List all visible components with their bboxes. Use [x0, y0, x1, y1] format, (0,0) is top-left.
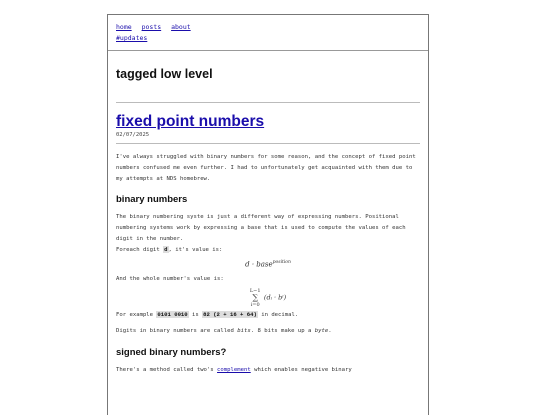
binary-paragraph: The binary numbering syste is just a different way of expressing numbers. Positional numbering systems work by expressing a base that is used to compute the values of each digit in the number.	[116, 214, 406, 242]
sigma-icon: ∑	[252, 292, 259, 302]
signed-paragraph: There's a method called two's complement which enables negative binary	[116, 367, 352, 374]
site-nav	[108, 15, 428, 51]
whole-value-line: And the whole number's value is:	[116, 275, 224, 282]
inline-code: d	[164, 245, 168, 253]
nav-updates-link[interactable]: #updates	[116, 34, 148, 42]
inline-code: 82 (2 + 16 + 64)	[203, 310, 257, 318]
example-line: For example 0101 0010 is 82 (2 + 16 + 64) in decimal.	[116, 310, 299, 318]
section-heading-signed: signed binary numbers?	[116, 347, 227, 359]
nav-home-link[interactable]: home	[116, 23, 132, 31]
formula-digit-value: d · base$^{position}$	[245, 259, 291, 268]
digits-line: Digits in binary numbers are called bits. 8 bits make up a byte.	[116, 328, 332, 335]
post-content	[116, 152, 420, 376]
section-heading-binary: binary numbers	[116, 194, 188, 206]
divider	[116, 102, 420, 103]
nav-posts-link[interactable]: posts	[141, 23, 162, 31]
tag-page-title: tagged low level	[116, 67, 213, 81]
post-title-link[interactable]: fixed point numbers	[116, 113, 265, 130]
post-date: 02/07/2025	[116, 132, 150, 138]
inline-code: 0101 0010	[157, 310, 188, 318]
intro-paragraph: I've always struggled with binary numbers for some reason, and the concept of fixed point numbers confused me even further. I had to unfortunately get acquainted with them due to my attempts at NDS homebrew.	[116, 154, 416, 182]
nav-about-link[interactable]: about	[171, 23, 191, 31]
divider	[116, 143, 420, 144]
formula-sum: L−1 ∑ i=0 (dᵢ · bⁱ)	[249, 287, 287, 308]
foreach-line: Foreach digit d, it's value is:	[116, 245, 223, 253]
blog-page	[107, 14, 429, 415]
complement-link[interactable]: complement	[217, 367, 251, 374]
